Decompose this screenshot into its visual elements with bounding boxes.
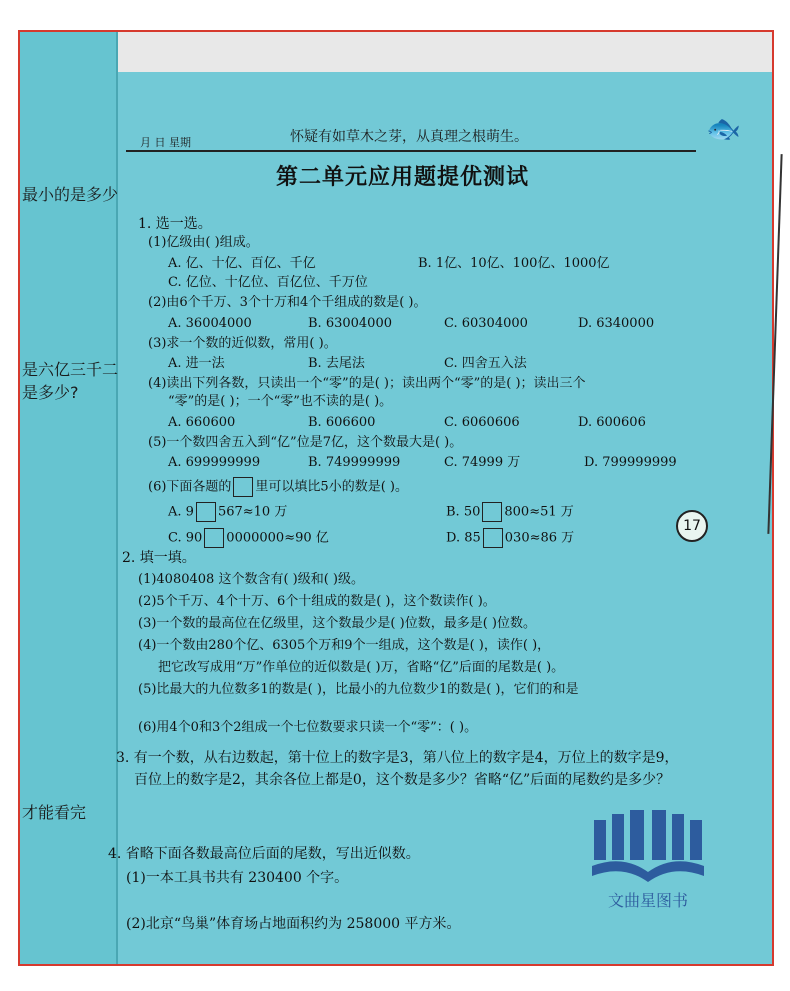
answer-box	[196, 502, 216, 522]
q1-6-c-pre: C. 90	[168, 530, 203, 546]
q1-6-b-pre: B. 50	[446, 504, 481, 520]
q1-4-d: D. 600606	[578, 415, 646, 430]
q1-3-c: C. 四舍五入法	[444, 356, 527, 371]
date-label: 月 日 星期	[140, 136, 191, 149]
q1-5: (5)一个数四舍五入到“亿”位是7亿，这个数最大是( )。	[148, 435, 463, 450]
q1-6-pre: (6)下面各题的	[148, 479, 232, 495]
q1-2-c: C. 60304000	[444, 316, 528, 331]
q1-3-b: B. 去尾法	[308, 356, 365, 371]
q1-5-b: B. 749999999	[308, 455, 401, 470]
q2-5: (5)比最大的九位数多1的数是( )，比最小的九位数少1的数是( )，它们的和是	[138, 682, 579, 697]
q1-6-d-pre: D. 85	[446, 530, 481, 546]
q4-title: 4. 省略下面各数最高位后面的尾数，写出近似数。	[108, 846, 420, 862]
q1-4-c: C. 6060606	[444, 415, 520, 430]
q1-6-a-pre: A. 9	[168, 504, 194, 520]
book-icon	[588, 810, 708, 888]
q1-6-c-post: 0000000≈90 亿	[226, 530, 329, 546]
q2-4: (4)一个数由280个亿、6305个万和9个一组成，这个数是( )，读作( )，	[138, 638, 551, 653]
answer-box	[204, 528, 224, 548]
q1-6-a-post: 567≈10 万	[217, 504, 288, 520]
q2-3: (3)一个数的最高位在亿级里，这个数最少是( )位数，最多是( )位数。	[138, 616, 536, 631]
left-fragment: 是多少?	[22, 383, 79, 402]
q1-6	[148, 477, 408, 497]
q1-6-post: 里可以填比5小的数是( )。	[255, 479, 408, 495]
q2-1: (1)4080408 这个数含有( )级和( )级。	[138, 572, 364, 587]
q1-2-d: D. 6340000	[578, 316, 655, 331]
q1-6-b	[446, 502, 574, 522]
q3-line-1: 3. 有一个数，从右边数起，第十位上的数字是3，第八位上的数字是4，万位上的数字是9，	[116, 750, 679, 766]
q1-1-b: B. 1亿、10亿、100亿、1000亿	[418, 256, 610, 271]
left-fragment: 最小的是多少	[22, 185, 119, 204]
q1-4b: “零”的是( )；一个“零”也不读的是( )。	[168, 394, 393, 409]
logo-text: 文曲星图书	[607, 891, 688, 910]
publisher-logo	[588, 810, 708, 925]
q1-3-a: A. 进一法	[168, 356, 225, 371]
q1-5-a: A. 699999999	[168, 455, 261, 470]
q1-1: (1)亿级由( )组成。	[148, 235, 259, 250]
fish-mascot-icon: 🐟	[706, 112, 741, 145]
answer-box	[482, 502, 502, 522]
q2-2: (2)5个千万、4个十万、6个十组成的数是( )，这个数读作( )。	[138, 594, 496, 609]
q1-3: (3)求一个数的近似数，常用( )。	[148, 336, 337, 351]
q1-6-a	[168, 502, 287, 522]
q2-6: (6)用4个0和3个2组成一个七位数要求只读一个“零”：( )。	[138, 720, 478, 735]
q1-6-c	[168, 528, 329, 548]
answer-box	[483, 528, 503, 548]
q1-4: (4)读出下列各数，只读出一个“零”的是( )；读出两个“零”的是( )；读出三个	[148, 376, 586, 391]
answer-box	[233, 477, 253, 497]
q1-6-d-post: 030≈86 万	[504, 530, 575, 546]
left-page	[20, 32, 118, 964]
q2-title: 2. 填一填。	[122, 550, 196, 566]
q4-1: (1)一本工具书共有 230400 个字。	[126, 870, 349, 886]
q1-1-c: C. 亿位、十亿位、百亿位、千万位	[168, 275, 368, 290]
q1-title: 1. 选一选。	[138, 216, 212, 232]
page-number: 17	[676, 510, 708, 542]
q1-6-b-post: 800≈51 万	[504, 504, 574, 520]
page-header	[140, 129, 640, 150]
q1-2-b: B. 63004000	[308, 316, 392, 331]
page-title: 第二单元应用题提优测试	[276, 165, 530, 190]
q1-6-d	[446, 528, 574, 548]
q2-4b: 把它改写成用“万”作单位的近似数是( )万，省略“亿”后面的尾数是( )。	[158, 660, 565, 675]
q4-2: (2)北京“鸟巢”体育场占地面积约为 258000 平方米。	[126, 916, 461, 932]
motto: 怀疑有如草木之芽，从真理之根萌生。	[290, 129, 528, 145]
q1-2: (2)由6个千万、3个十万和4个千组成的数是( )。	[148, 295, 427, 310]
q1-2-a: A. 36004000	[168, 316, 252, 331]
left-fragment: 是六亿三千二	[22, 360, 119, 379]
q1-4-b: B. 606600	[308, 415, 376, 430]
left-fragment: 才能看完	[22, 803, 87, 822]
q3-line-2: 百位上的数字是2，其余各位上都是0，这个数是多少？省略“亿”后面的尾数约是多少？	[134, 772, 671, 788]
vine-decoration	[767, 154, 782, 534]
q1-1-a: A. 亿、十亿、百亿、千亿	[168, 256, 316, 271]
q1-5-d: D. 799999999	[584, 455, 677, 470]
q1-5-c: C. 74999 万	[444, 455, 521, 470]
q1-4-a: A. 660600	[168, 415, 236, 430]
header-rule	[126, 150, 696, 152]
